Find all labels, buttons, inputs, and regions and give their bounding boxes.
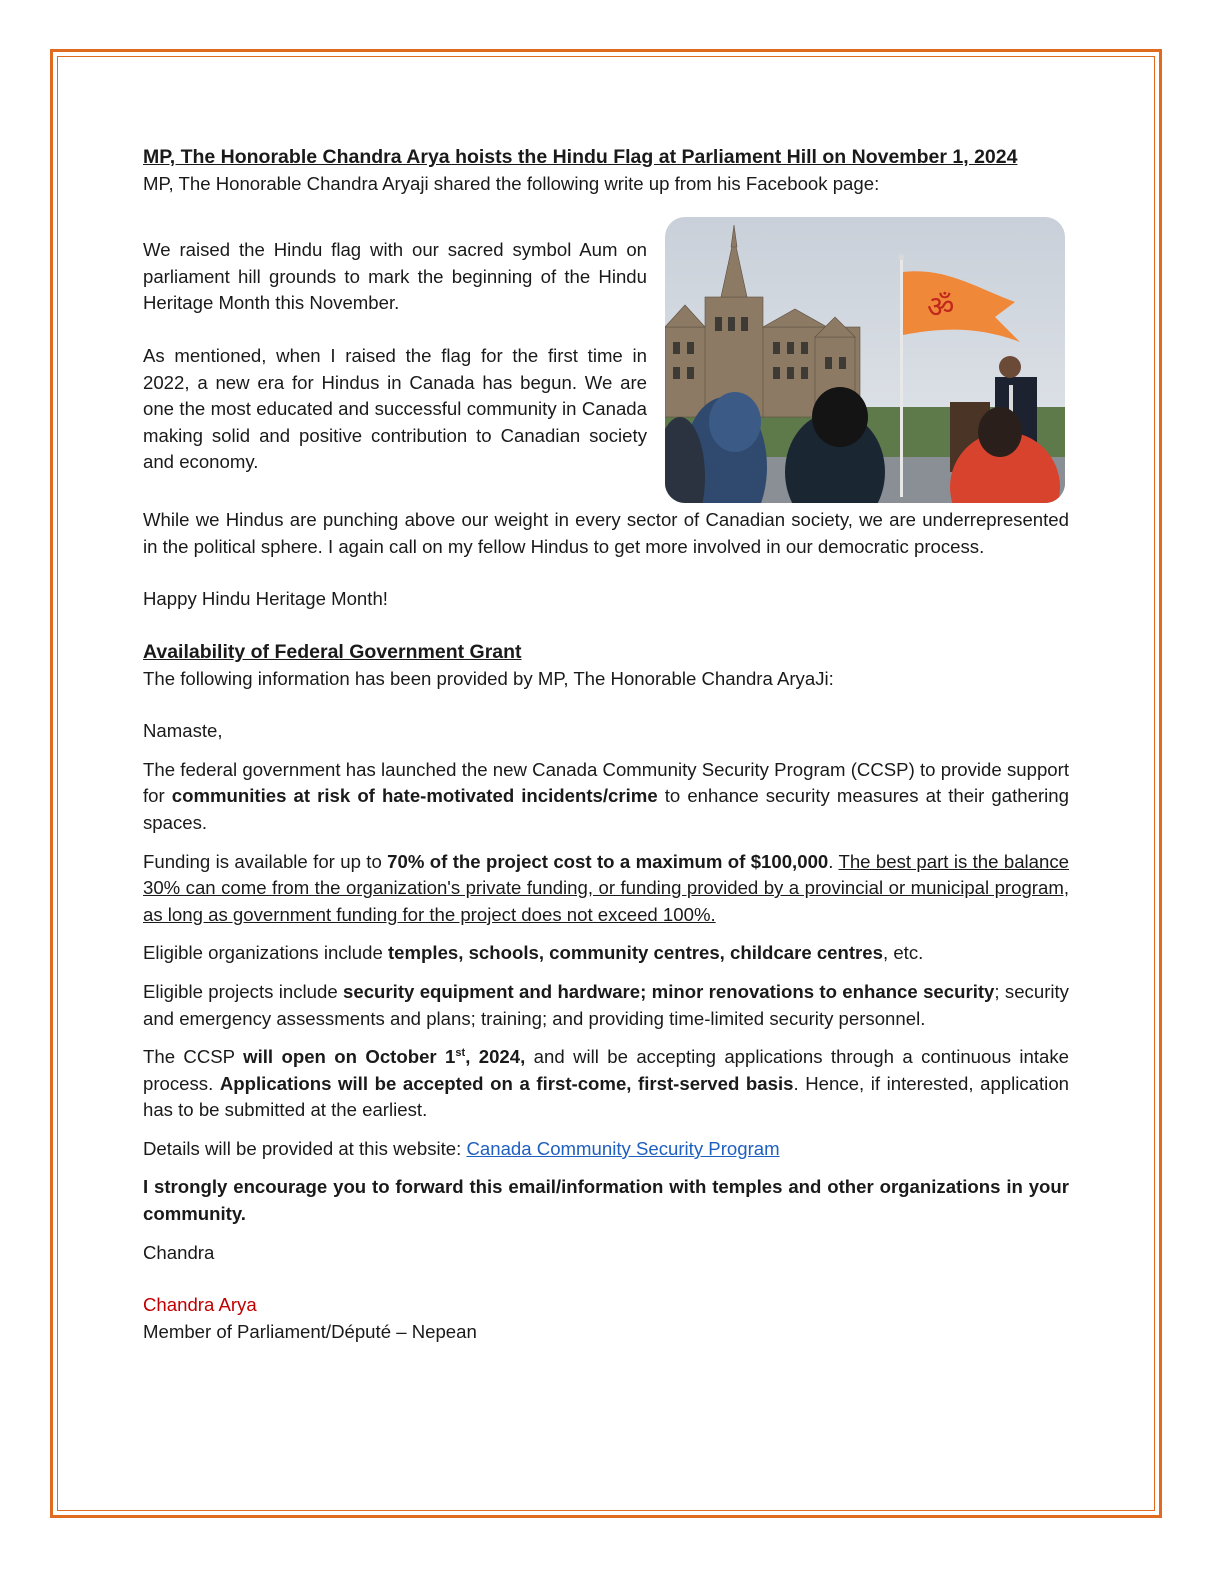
grant-paragraph-5: The CCSP will open on October 1st, 2024, and will be accepting applications through a continuous intake process. Applications will be accepted on a first-come, first-served basis. Hence, if interested, application has to be submitted at the earliest. [143,1046,1070,1121]
grant-paragraph-7: I strongly encourage you to forward this email/information with temples and other organizations in your community. [143,1176,1069,1225]
grant-paragraph-4: Eligible projects include security equipment and hardware; minor renovations to enhance security; security and emergency assessments and plans; training; and providing time-limited security personnel. [143,980,1069,1029]
grant-paragraph-2: Funding is available for up to 70% of the project cost to a maximum of $100,000. The best part is the balance 30% can come from the organization's private funding, or funding provided by a provincial or municipal program, as long as government funding for the project does not exceed 100%. [143,850,1069,925]
greeting-namaste: Namaste, [143,720,223,742]
aum-symbol-icon: ॐ [927,290,955,326]
article-title-grant: Availability of Federal Government Grant [143,640,522,663]
grant-paragraph-3: Eligible organizations include temples, schools, community centres, childcare centres, etc. [143,942,924,964]
flag-section [143,217,1069,507]
flag-paragraph-1: We raised the Hindu flag with our sacred symbol Aum on parliament hill grounds to mark the beginning of the Hindu Heritage Month this November. [143,239,647,314]
signature-name: Chandra Arya [143,1294,257,1316]
article-intro-grant: The following information has been provided by MP, The Honorable Chandra AryaJi: [143,667,834,689]
signoff: Chandra [143,1241,215,1263]
newsletter-content [143,144,1069,1345]
heritage-month-greeting: Happy Hindu Heritage Month! [143,588,388,610]
article-title-flag: MP, The Honorable Chandra Arya hoists the Hindu Flag at Parliament Hill on November 1, 2024 [143,146,1018,168]
flag-hoisting-photo [665,217,1065,503]
article-intro-flag: MP, The Honorable Chandra Aryaji shared the following write up from his Facebook page: [143,172,880,194]
flag-text-column [143,237,647,476]
flag-paragraph-2: As mentioned, when I raised the flag for the first time in 2022, a new era for Hindus in Canada has begun. We are one the most educated and successful community in Canada making solid and positive contribution to Canadian society and economy. [143,344,647,473]
grant-paragraph-1: The federal government has launched the new Canada Community Security Program (CCSP) to provide support for communities at risk of hate-motivated incidents/crime to enhance security measures at their gathering spaces. [143,758,1069,833]
signature-title: Member of Parliament/Député – Nepean [143,1320,477,1342]
ccsp-website-link[interactable]: Canada Community Security Program [466,1137,780,1159]
grant-paragraph-6: Details will be provided at this website: Canada Community Security Program [143,1137,780,1159]
flag-paragraph-3: While we Hindus are punching above our weight in every sector of Canadian society, we are underrepresented in the political sphere. I again call on my fellow Hindus to get more involved in our democratic process. [143,509,1069,557]
